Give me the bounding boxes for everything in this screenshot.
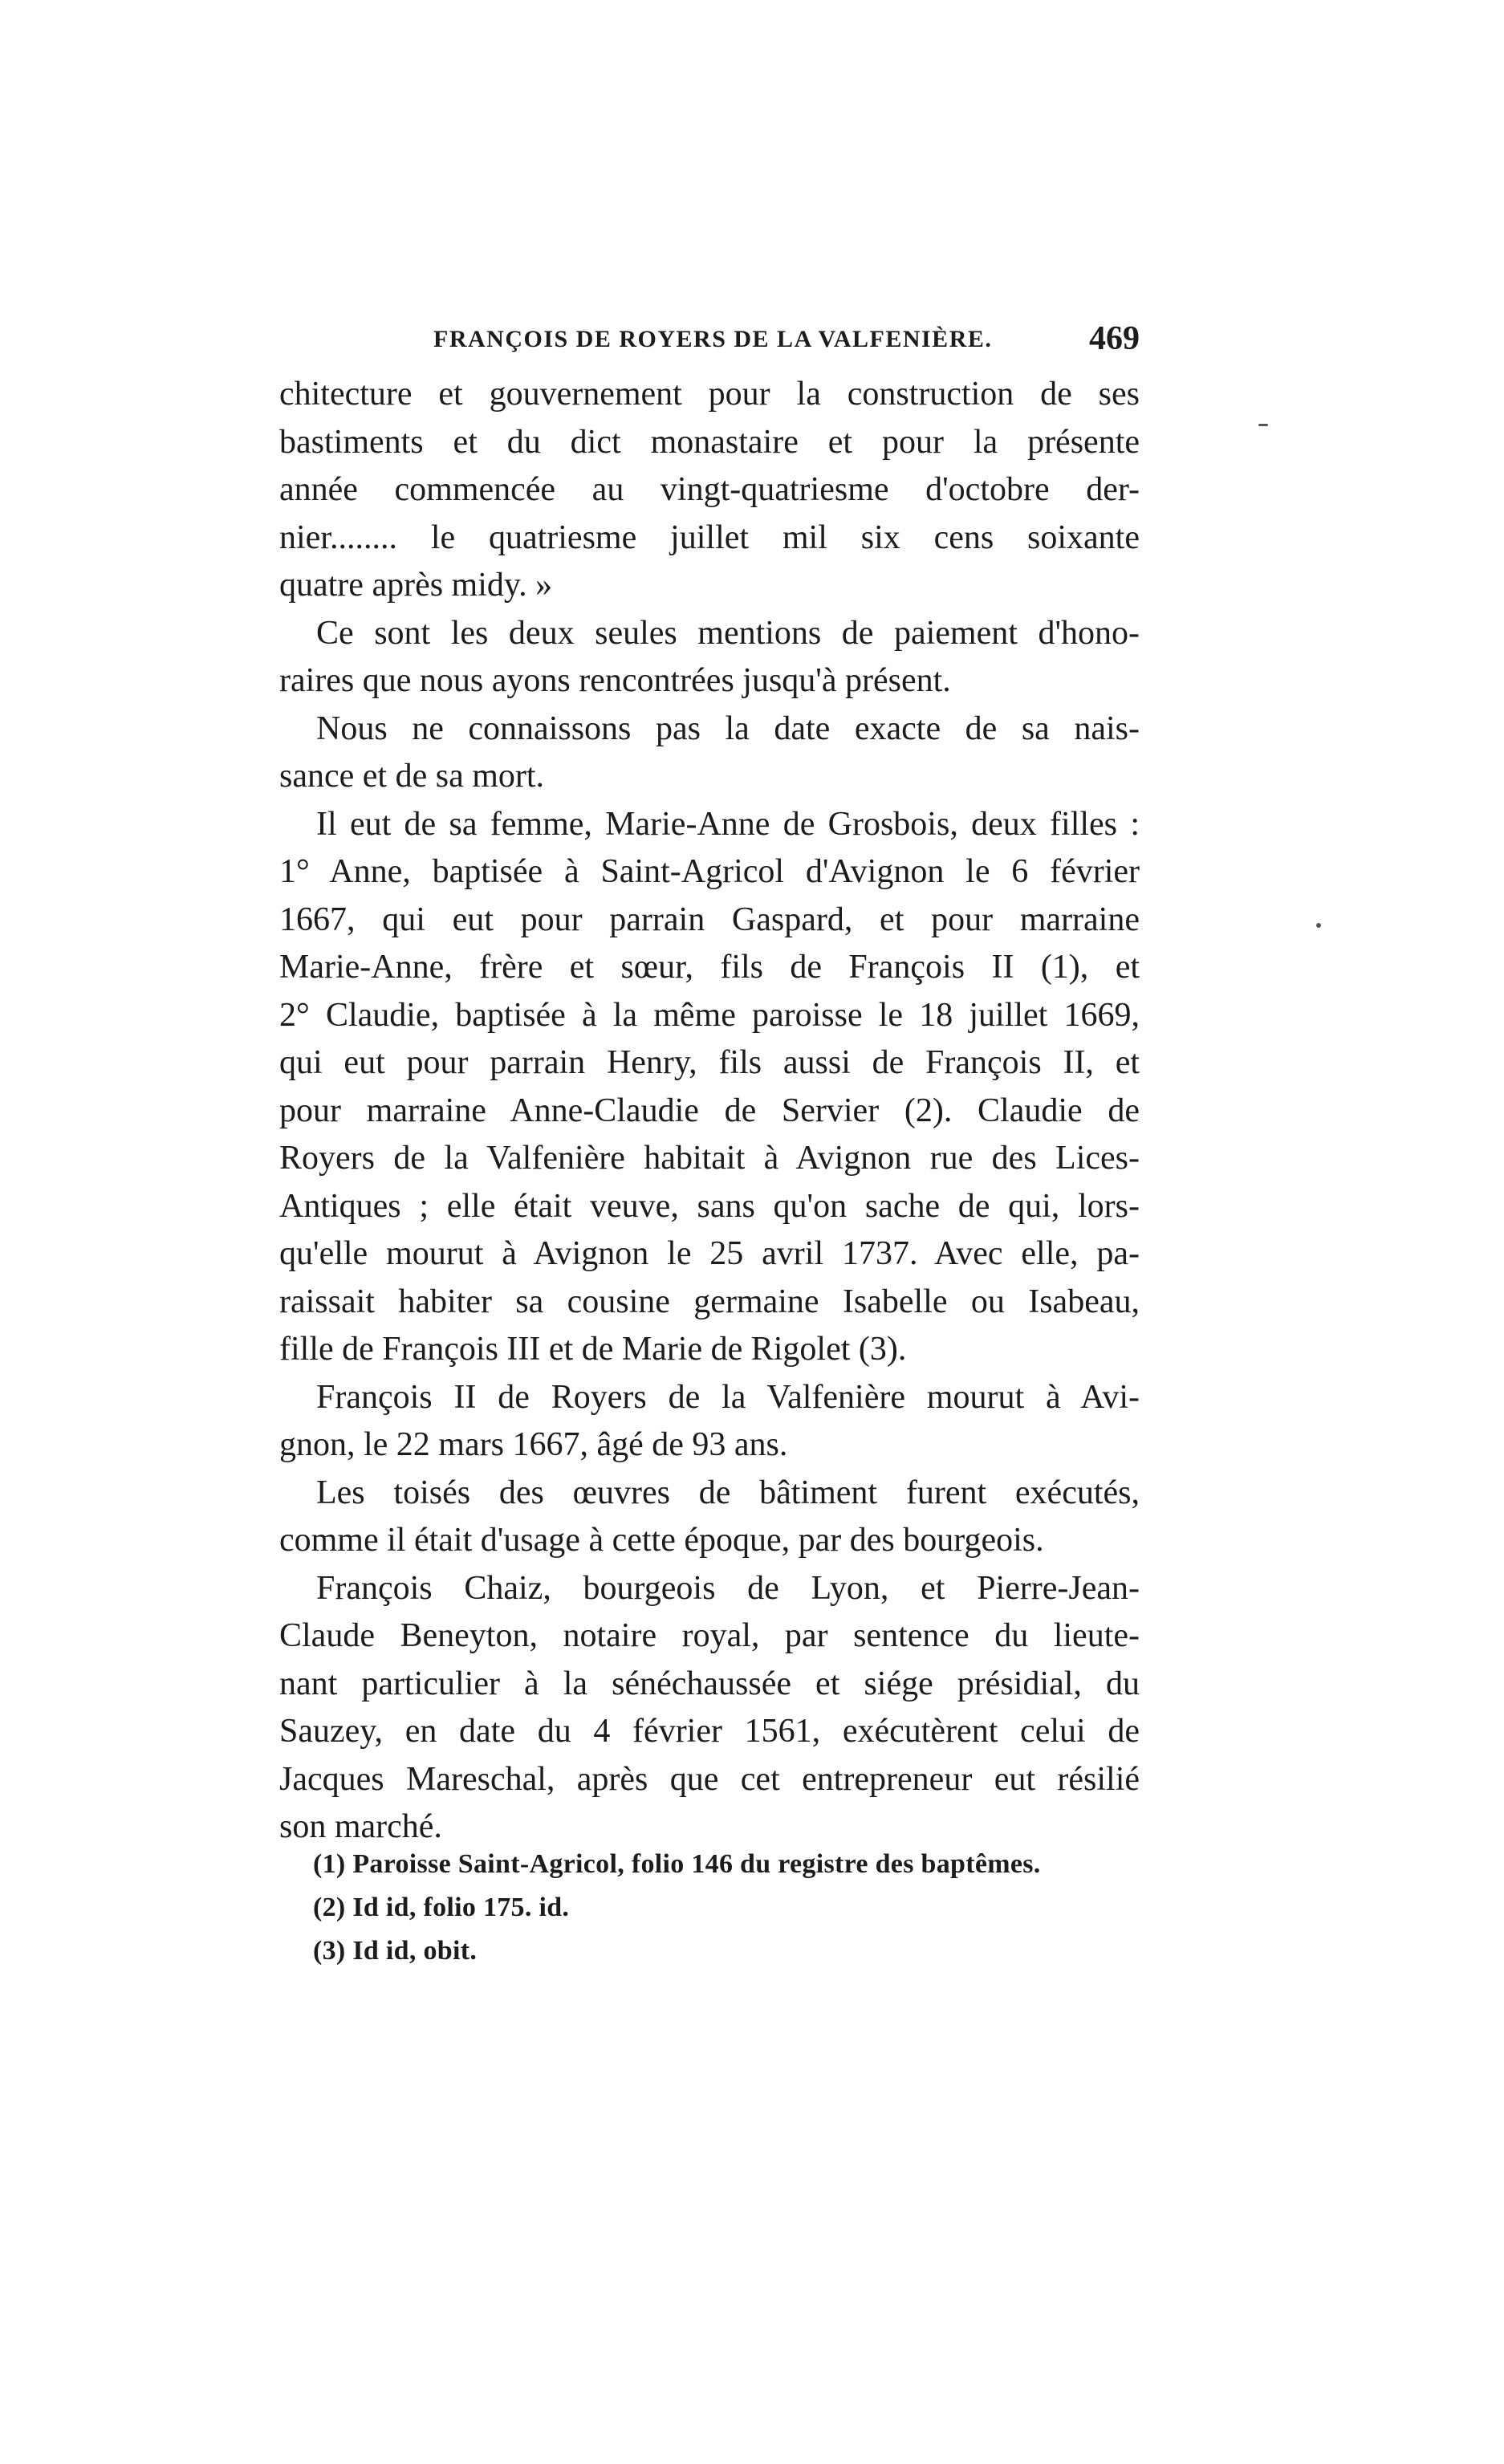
text-line: pour marraine Anne-Claudie de Servier (2). Claudie de: [279, 1092, 1140, 1129]
paragraph-start: François Chaiz, bourgeois de Lyon, et Pierre-Jean-: [316, 1569, 1140, 1607]
text-line: Claude Beneyton, notaire royal, par sentence du lieute-: [279, 1617, 1140, 1654]
paragraph-start: Les toisés des œuvres de bâtiment furent exécutés,: [316, 1474, 1140, 1511]
text-line: sance et de sa mort.: [279, 758, 545, 795]
text-line: raires que nous ayons rencontrées jusqu'à présent.: [279, 662, 951, 699]
body-text: [279, 371, 1140, 1852]
footnotes: [313, 1843, 1140, 1973]
paragraph-start: Nous ne connaissons pas la date exacte de sa nais-: [316, 710, 1140, 747]
text-line: Antiques ; elle était veuve, sans qu'on sache de qui, lors-: [279, 1187, 1140, 1225]
text-line: Royers de la Valfenière habitait à Avignon rue des Lices-: [279, 1140, 1140, 1177]
paragraph-start: François II de Royers de la Valfenière mourut à Avi-: [316, 1378, 1140, 1416]
text-line: qu'elle mourut à Avignon le 25 avril 1737. Avec elle, pa-: [279, 1235, 1140, 1272]
footnote: (3) Id id, obit.: [313, 1936, 478, 1966]
text-line: Jacques Mareschal, après que cet entrepreneur eut résilié: [279, 1760, 1140, 1798]
text-line: son marché.: [279, 1808, 442, 1845]
text-line: Sauzey, en date du 4 février 1561, exécutèrent celui de: [279, 1713, 1140, 1750]
text-line: Marie-Anne, frère et sœur, fils de François II (1), et: [279, 949, 1140, 986]
print-speck-decoration: [1316, 923, 1321, 928]
footnote: (1) Paroisse Saint-Agricol, folio 146 du registre des baptêmes.: [313, 1849, 1041, 1879]
text-line: bastiments et du dict monastaire et pour la présente: [279, 423, 1140, 461]
print-speck-decoration: [1258, 424, 1268, 426]
page-number: 469: [1089, 320, 1140, 357]
text-line: année commencée au vingt-quatriesme d'octobre der-: [279, 471, 1140, 508]
text-line: fille de François III et de Marie de Rigolet (3).: [279, 1331, 907, 1368]
text-line: nier........ le quatriesme juillet mil six cens soixante: [279, 518, 1140, 556]
paragraph-start: Ce sont les deux seules mentions de paiement d'hono-: [316, 614, 1140, 652]
running-title: FRANÇOIS DE ROYERS DE LA VALFENIÈRE.: [433, 326, 993, 352]
text-line: chitecture et gouvernement pour la construction de ses: [279, 376, 1140, 413]
text-line: nant particulier à la sénéchaussée et siége présidial, du: [279, 1665, 1140, 1702]
text-line: comme il était d'usage à cette époque, par des bourgeois.: [279, 1522, 1044, 1559]
text-line: quatre après midy. »: [279, 567, 553, 604]
footnote: (2) Id id, folio 175. id.: [313, 1893, 570, 1922]
text-line: 1° Anne, baptisée à Saint-Agricol d'Avignon le 6 février: [279, 853, 1140, 890]
text-line: raissait habiter sa cousine germaine Isabelle ou Isabeau,: [279, 1283, 1140, 1320]
text-line: 1667, qui eut pour parrain Gaspard, et pour marraine: [279, 901, 1140, 938]
text-line: qui eut pour parrain Henry, fils aussi de François II, et: [279, 1044, 1140, 1081]
text-line: gnon, le 22 mars 1667, âgé de 93 ans.: [279, 1426, 788, 1463]
text-line: 2° Claudie, baptisée à la même paroisse le 18 juillet 1669,: [279, 996, 1140, 1034]
paragraph-start: Il eut de sa femme, Marie-Anne de Grosbois, deux filles :: [316, 805, 1140, 843]
page-header: [433, 319, 1140, 368]
